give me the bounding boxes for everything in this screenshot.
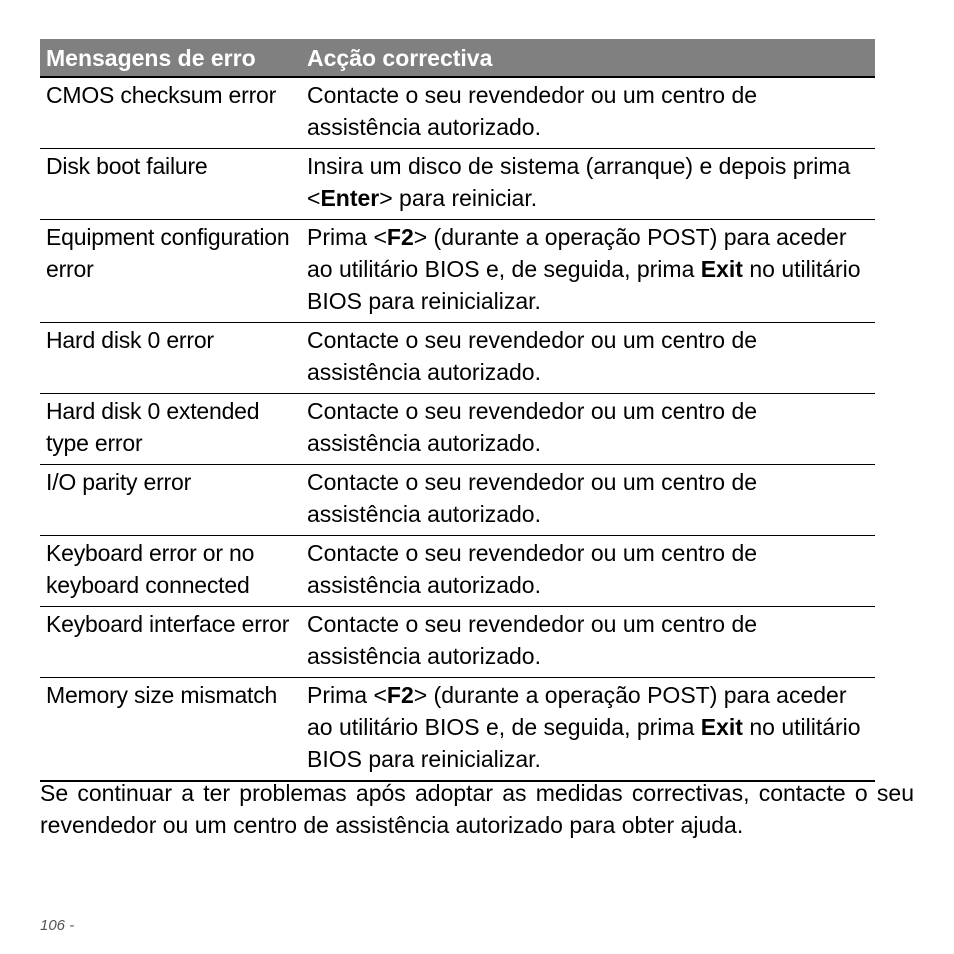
action-text: Contacte o seu revendedor ou um centro de assistência autorizado. [307,327,758,385]
corrective-action-cell [302,678,875,782]
table-row [40,77,875,149]
action-text: Contacte o seu revendedor ou um centro de assistência autorizado. [307,469,758,527]
header-corrective-action: Acção correctiva [302,39,875,77]
table-row [40,220,875,323]
table-row [40,536,875,607]
corrective-action-cell [302,220,875,323]
error-message-cell: Disk boot failure [40,149,302,220]
action-text: Contacte o seu revendedor ou um centro de assistência autorizado. [307,398,758,456]
page-number: 106 - [40,917,75,934]
action-text: no utilitário BIOS para reinicializar. [307,714,861,772]
error-message-cell: Memory size mismatch [40,678,302,782]
footer-paragraph: Se continuar a ter problemas após adoptar as medidas correctivas, contacte o seu revendedor ou um centro de assistência autorizado para obter ajuda. [40,780,914,838]
error-message-cell: CMOS checksum error [40,77,302,149]
action-text: > (durante a operação POST) para aceder ao utilitário BIOS e, de seguida, prima [307,682,847,740]
corrective-action-cell [302,607,875,678]
table-row [40,149,875,220]
action-text: Prima < [307,682,387,708]
corrective-action-cell [302,465,875,536]
error-message-cell: Hard disk 0 extended type error [40,394,302,465]
table-header-row [40,39,875,77]
corrective-action-cell [302,536,875,607]
action-text: > para reiniciar. [379,185,538,211]
table-row [40,607,875,678]
table-row [40,465,875,536]
error-message-cell: I/O parity error [40,465,302,536]
corrective-action-cell [302,77,875,149]
table-row [40,394,875,465]
corrective-action-cell [302,149,875,220]
table-header [40,39,875,77]
table-row [40,678,875,782]
table-row [40,323,875,394]
action-text: Contacte o seu revendedor ou um centro de assistência autorizado. [307,540,758,598]
key-name: Enter [320,185,380,211]
error-message-cell: Keyboard error or no keyboard connected [40,536,302,607]
key-name: F2 [386,224,414,250]
error-message-cell: Keyboard interface error [40,607,302,678]
action-text: Contacte o seu revendedor ou um centro de assistência autorizado. [307,82,758,140]
action-text: no utilitário BIOS para reinicializar. [307,256,861,314]
header-error-messages: Mensagens de erro [40,39,302,77]
key-name: F2 [386,682,414,708]
corrective-action-cell [302,394,875,465]
key-name: Exit [700,256,743,282]
key-name: Exit [700,714,743,740]
document-page [40,39,875,782]
corrective-action-cell [302,323,875,394]
error-message-cell: Hard disk 0 error [40,323,302,394]
action-text: Insira um disco de sistema (arranque) e depois prima < [307,153,851,211]
action-text: Prima < [307,224,387,250]
action-text: Contacte o seu revendedor ou um centro de assistência autorizado. [307,611,758,669]
error-message-cell: Equipment configuration error [40,220,302,323]
action-text: > (durante a operação POST) para aceder ao utilitário BIOS e, de seguida, prima [307,224,847,282]
error-messages-table [40,39,875,782]
table-body [40,77,875,781]
